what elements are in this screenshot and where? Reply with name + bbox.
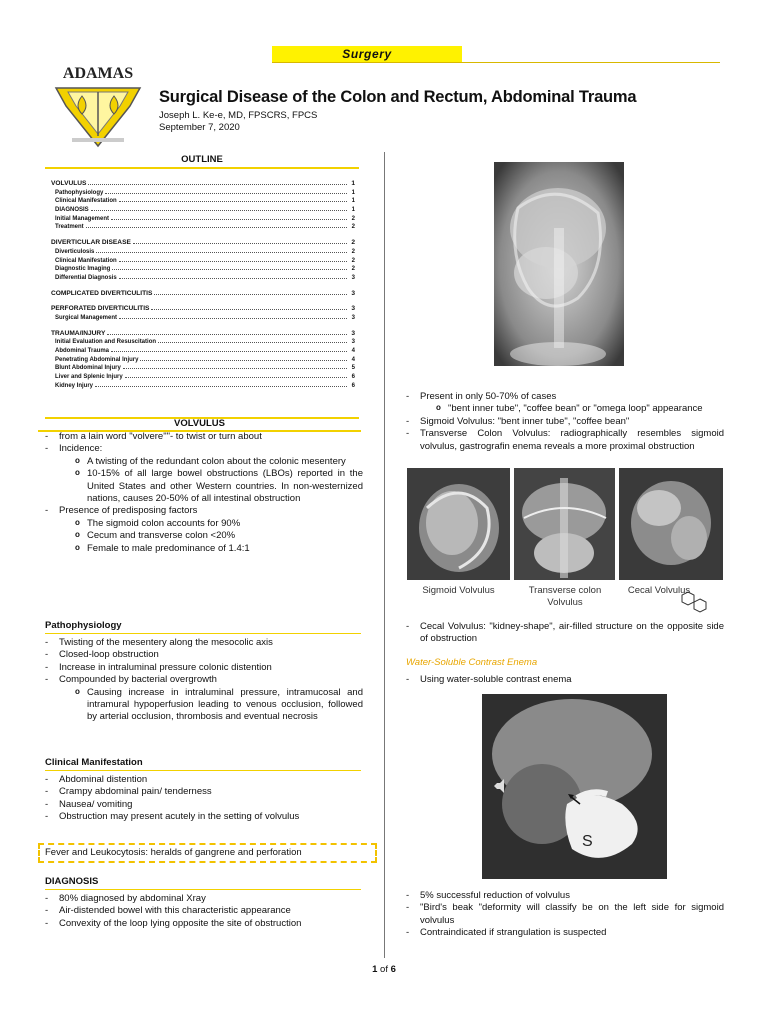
toc-subsection-link[interactable] bbox=[51, 274, 355, 283]
outline-heading: OUTLINE bbox=[181, 154, 223, 165]
sub-list-item: o Female to male predominance of 1.4:1 bbox=[45, 543, 363, 555]
list-item: - Closed-loop obstruction bbox=[45, 649, 363, 661]
list-item: - 5% successful reduction of volvulus bbox=[406, 890, 724, 902]
total-pages: 6 bbox=[390, 964, 396, 975]
toc-leader-dots bbox=[125, 377, 347, 378]
toc-leader-dots bbox=[119, 278, 347, 279]
cecal-volvulus-image bbox=[619, 468, 723, 580]
right-list-1 bbox=[406, 391, 724, 453]
toc-label: Clinical Manifestation bbox=[55, 198, 117, 205]
toc-label: Diverticulosis bbox=[55, 248, 95, 255]
list-item: - Abdominal distention bbox=[45, 774, 363, 786]
current-page: 1 bbox=[372, 964, 378, 975]
toc-page-number: 3 bbox=[351, 289, 355, 297]
cecal-volvulus-caption: Cecal Volvulus bbox=[627, 585, 691, 596]
toc-subsection-link[interactable] bbox=[51, 347, 355, 356]
list-item: - Crampy abdominal pain/ tenderness bbox=[45, 786, 363, 798]
toc-section-link[interactable] bbox=[51, 290, 355, 299]
toc-subsection-link[interactable] bbox=[51, 373, 355, 382]
toc-page-number: 3 bbox=[351, 329, 355, 337]
list-item: - Transverse Colon Volvulus: radiographically resembles sigmoid volvulus, gastrografin enema reveals a more proximal obstruction bbox=[406, 428, 724, 453]
toc-leader-dots bbox=[91, 210, 347, 211]
heading-rule bbox=[45, 889, 361, 890]
toc-subsection-link[interactable] bbox=[51, 338, 355, 347]
toc-leader-dots bbox=[154, 294, 347, 295]
toc-section-link[interactable] bbox=[51, 305, 355, 314]
toc-label: Clinical Manifestation bbox=[55, 257, 117, 264]
clinical-manifestation-heading: Clinical Manifestation bbox=[45, 757, 143, 768]
toc-label: Treatment bbox=[55, 224, 84, 231]
toc-leader-dots bbox=[88, 184, 347, 185]
toc-subsection-link[interactable] bbox=[51, 189, 355, 198]
right-list-4 bbox=[406, 890, 724, 940]
toc-page-number: 2 bbox=[351, 248, 355, 255]
contrast-enema-image bbox=[482, 694, 667, 879]
toc-leader-dots bbox=[96, 252, 347, 253]
document-title: Surgical Disease of the Colon and Rectum, Abdominal Trauma bbox=[159, 88, 637, 106]
list-item: - Sigmoid Volvulus: "bent inner tube", "coffee bean" bbox=[406, 416, 724, 428]
outline-rule-top bbox=[45, 167, 359, 169]
outline-box bbox=[45, 151, 359, 421]
list-item: - Cecal Volvulus: "kidney-shape", air-filled structure on the opposite side of obstruction bbox=[406, 621, 724, 646]
toc-label: Pathophysiology bbox=[55, 189, 104, 196]
toc-label: Kidney Injury bbox=[55, 382, 94, 389]
toc-label: Differential Diagnosis bbox=[55, 274, 117, 281]
sub-list-item: o "bent inner tube", "coffee bean" or "omega loop" appearance bbox=[406, 403, 724, 415]
toc-page-number: 5 bbox=[351, 365, 355, 372]
toc-leader-dots bbox=[119, 261, 347, 262]
abdominal-xray-image bbox=[488, 158, 630, 370]
toc-label: Initial Management bbox=[55, 215, 110, 222]
toc-gap bbox=[51, 323, 355, 330]
toc-label: VOLVULUS bbox=[51, 180, 87, 187]
heading-rule bbox=[45, 770, 361, 771]
toc-page-number: 3 bbox=[351, 274, 355, 281]
list-item: - Present in only 50-70% of cases bbox=[406, 391, 724, 403]
list-item: - Air-distended bowel with this characteristic appearance bbox=[45, 905, 363, 917]
volvulus-list bbox=[45, 431, 363, 555]
toc-label: TRAUMA/INJURY bbox=[51, 329, 106, 337]
toc-label: Surgical Management bbox=[55, 314, 118, 321]
list-item: - 80% diagnosed by abdominal Xray bbox=[45, 893, 363, 905]
clinical-list bbox=[45, 774, 363, 824]
toc-page-number: 2 bbox=[351, 215, 355, 222]
toc-leader-dots bbox=[111, 351, 347, 352]
document-date: September 7, 2020 bbox=[159, 122, 240, 133]
toc-page-number: 2 bbox=[351, 224, 355, 231]
toc-leader-dots bbox=[123, 368, 347, 369]
toc-page-number: 6 bbox=[351, 382, 355, 389]
toc-page-number: 1 bbox=[351, 180, 355, 187]
heading-rule bbox=[45, 633, 361, 634]
toc-label: Penetrating Abdominal Injury bbox=[55, 356, 139, 363]
toc-leader-dots bbox=[107, 334, 347, 335]
toc-page-number: 2 bbox=[351, 266, 355, 273]
sub-list-item: o Cecum and transverse colon <20% bbox=[45, 530, 363, 542]
right-list-2 bbox=[406, 621, 724, 646]
list-item: - Increase in intraluminal pressure colonic distention bbox=[45, 662, 363, 674]
toc-subsection-link[interactable] bbox=[51, 248, 355, 257]
toc-label: COMPLICATED DIVERTICULITIS bbox=[51, 289, 153, 297]
pathophysiology-list bbox=[45, 637, 363, 724]
column-divider bbox=[384, 152, 385, 958]
toc-leader-dots bbox=[95, 386, 347, 387]
toc-section-link[interactable] bbox=[51, 239, 355, 248]
toc-leader-dots bbox=[151, 309, 347, 310]
toc-page-number: 3 bbox=[351, 339, 355, 346]
list-item: - Convexity of the loop lying opposite the site of obstruction bbox=[45, 918, 363, 930]
toc-page-number: 3 bbox=[351, 305, 355, 313]
toc-leader-dots bbox=[158, 342, 347, 343]
toc-label: Blunt Abdominal Injury bbox=[55, 365, 121, 372]
toc-leader-dots bbox=[112, 269, 347, 270]
list-item: - Compounded by bacterial overgrowth bbox=[45, 674, 363, 686]
toc-label: DIVERTICULAR DISEASE bbox=[51, 239, 131, 247]
toc-subsection-link[interactable] bbox=[51, 197, 355, 206]
toc-gap bbox=[51, 298, 355, 305]
toc-leader-dots bbox=[119, 318, 347, 319]
list-item: - "Bird's beak "deformity will classify be on the left side for sigmoid volvulus bbox=[406, 902, 724, 927]
page-number bbox=[0, 964, 768, 975]
volvulus-heading: VOLVULUS bbox=[38, 417, 361, 432]
list-item: - Twisting of the mesentery along the mesocolic axis bbox=[45, 637, 363, 649]
page-of: of bbox=[380, 964, 388, 975]
sub-list-item: o Causing increase in intraluminal pressure, intramucosal and intramural hypoperfusion leading to venous occlusion, followed by arterial occlusion, thrombosis and eventual necrosis bbox=[45, 687, 363, 724]
right-list-3 bbox=[406, 674, 724, 686]
toc-page-number: 1 bbox=[351, 189, 355, 196]
diagnosis-heading: DIAGNOSIS bbox=[45, 876, 99, 887]
list-item: - Nausea/ vomiting bbox=[45, 799, 363, 811]
toc-leader-dots bbox=[133, 243, 347, 244]
toc-page-number: 6 bbox=[351, 374, 355, 381]
toc-subsection-link[interactable] bbox=[51, 364, 355, 373]
transverse-colon-volvulus-caption: Transverse colon Volvulus bbox=[528, 585, 602, 608]
toc-label: Abdominal Trauma bbox=[55, 348, 110, 354]
transverse-colon-volvulus-image bbox=[514, 468, 615, 580]
toc-leader-dots bbox=[140, 360, 347, 361]
toc-page-number: 1 bbox=[351, 198, 355, 205]
toc-label: Initial Evaluation and Resuscitation bbox=[55, 339, 157, 346]
sub-list-item: o The sigmoid colon accounts for 90% bbox=[45, 518, 363, 530]
toc-subsection-link[interactable] bbox=[51, 257, 355, 266]
list-item: - Presence of predisposing factors bbox=[45, 505, 363, 517]
toc-subsection-link[interactable] bbox=[51, 265, 355, 274]
toc-subsection-link[interactable] bbox=[51, 314, 355, 323]
toc-subsection-link[interactable] bbox=[51, 215, 355, 224]
toc-gap bbox=[51, 232, 355, 239]
toc-leader-dots bbox=[111, 219, 347, 220]
list-item: - Obstruction may present acutely in the setting of volvulus bbox=[45, 811, 363, 823]
toc-subsection-link[interactable] bbox=[51, 223, 355, 232]
toc-gap bbox=[51, 283, 355, 290]
sub-list-item: o 10-15% of all large bowel obstructions (LBOs) reported in the United States and other Western countries. In non-westernized nations, causes 20-50% of all intestinal obstruction bbox=[45, 468, 363, 505]
header-rule bbox=[272, 62, 720, 63]
contrast-label-s: S bbox=[582, 833, 593, 850]
toc-label: Liver and Splenic Injury bbox=[55, 374, 123, 381]
toc-subsection-link[interactable] bbox=[51, 356, 355, 365]
sigmoid-volvulus-caption: Sigmoid Volvulus bbox=[422, 585, 495, 596]
toc-section-link[interactable] bbox=[51, 180, 355, 189]
toc-subsection-link[interactable] bbox=[51, 206, 355, 215]
fever-callout: Fever and Leukocytosis: heralds of gangrene and perforation bbox=[38, 843, 377, 863]
logo-wordmark: ADAMAS bbox=[62, 65, 134, 82]
toc-page-number: 2 bbox=[351, 257, 355, 264]
toc-label: DIAGNOSIS bbox=[55, 207, 89, 214]
water-soluble-contrast-enema-heading: Water-Soluble Contrast Enema bbox=[406, 657, 538, 668]
toc-page-number: 1 bbox=[351, 207, 355, 214]
table-of-contents bbox=[51, 180, 355, 390]
list-item: - from a lain word "volvere""- to twist or turn about bbox=[45, 431, 363, 443]
sub-list-item: o A twisting of the redundant colon about the colonic mesentery bbox=[45, 456, 363, 468]
list-item: - Contraindicated if strangulation is suspected bbox=[406, 927, 724, 939]
document-author: Joseph L. Ke-e, MD, FPSCRS, FPCS bbox=[159, 110, 318, 121]
list-item: - Incidence: bbox=[45, 443, 363, 455]
toc-page-number: 3 bbox=[351, 314, 355, 321]
toc-section-link[interactable] bbox=[51, 330, 355, 339]
toc-page-number: 4 bbox=[351, 348, 355, 354]
diagnosis-list bbox=[45, 893, 363, 930]
benzene-icon bbox=[680, 590, 712, 616]
list-item: - Using water-soluble contrast enema bbox=[406, 674, 724, 686]
toc-leader-dots bbox=[86, 227, 347, 228]
sigmoid-volvulus-image bbox=[407, 468, 510, 580]
toc-leader-dots bbox=[105, 193, 347, 194]
department-banner: Surgery bbox=[272, 46, 462, 63]
toc-label: Diagnostic Imaging bbox=[55, 266, 111, 273]
toc-label: PERFORATED DIVERTICULITIS bbox=[51, 305, 150, 313]
toc-page-number: 4 bbox=[351, 356, 355, 363]
pathophysiology-heading: Pathophysiology bbox=[45, 620, 122, 631]
toc-leader-dots bbox=[119, 201, 347, 202]
toc-subsection-link[interactable] bbox=[51, 382, 355, 391]
toc-page-number: 2 bbox=[351, 239, 355, 247]
adamas-logo bbox=[46, 62, 150, 150]
